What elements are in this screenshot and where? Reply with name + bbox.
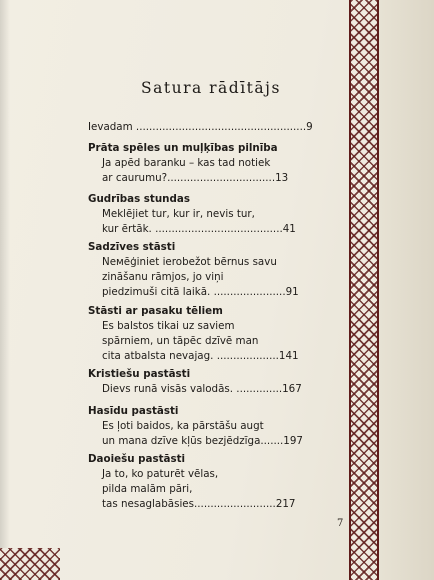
toc-line: Es balstos tikai uz saviem <box>102 320 235 332</box>
toc-line: kur ērtāk. .......................................41 <box>102 223 296 235</box>
ornamental-border-bottom <box>0 548 60 580</box>
page-number: 7 <box>337 518 344 529</box>
toc-line: cita atbalsta nevajag. ...................141 <box>102 350 299 362</box>
toc-line: Dievs runā visās valodās. ..............167 <box>102 383 302 395</box>
toc-line: un mana dzīve kļūs bezjēdzīga.......197 <box>102 435 303 447</box>
toc-line: pilda malām pāri, <box>102 483 193 495</box>
page-margin <box>379 0 434 580</box>
toc-line: ar caurumu?.................................13 <box>102 172 289 184</box>
toc-heading: Daoiešu pastāsti <box>88 453 186 465</box>
toc-line: tas nesaglabāsies.........................217 <box>102 498 296 510</box>
toc-heading: Gudrības stundas <box>88 193 190 205</box>
toc-line: piedzimuši citā laikā. ......................91 <box>102 286 299 298</box>
toc-line: Es ļoti baidos, ka pārstāšu augt <box>102 420 264 432</box>
toc-heading: Stāsti ar pasaku tēliem <box>88 305 223 317</box>
toc-line: Ja to, ko paturēt vēlas, <box>102 468 219 480</box>
toc-line: Neмēģiniet ierobežot bērnus savu <box>102 256 277 268</box>
toc-line: Ja apēd baranku – kas tad notiek <box>102 157 271 169</box>
toc-line: Ievadam ....................................................9 <box>88 121 313 133</box>
toc-heading: Sadzīves stāsti <box>88 241 176 253</box>
toc-line: zināšanu rāmjos, jo viņi <box>102 271 224 283</box>
toc-heading: Hasīdu pastāsti <box>88 405 179 417</box>
toc-heading: Kristiešu pastāsti <box>88 368 191 380</box>
ornamental-border-right <box>349 0 379 580</box>
toc-heading: Prāta spēles un muļķības pilnība <box>88 142 278 154</box>
page-title: Satura rādītājs <box>141 79 281 97</box>
binding-shadow <box>0 0 10 580</box>
toc-line: spārniem, un tāpēc dzīvē man <box>102 335 259 347</box>
toc-line: Meklējiet tur, kur ir, nevis tur, <box>102 208 255 220</box>
